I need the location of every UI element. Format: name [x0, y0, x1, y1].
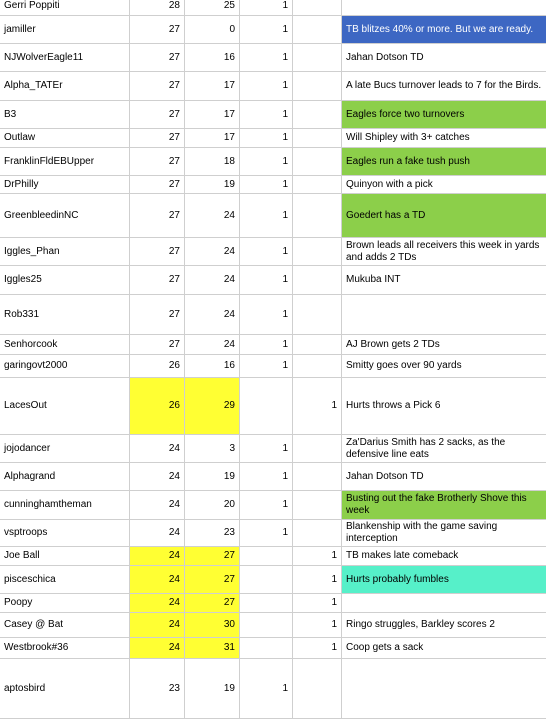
cell-flag-d[interactable] [293, 520, 342, 547]
cell-score-a[interactable]: 24 [130, 547, 185, 566]
cell-score-b[interactable]: 29 [185, 378, 240, 435]
table-row [0, 435, 546, 463]
table-row [0, 355, 546, 378]
table-row [0, 44, 546, 72]
table-row [0, 638, 546, 659]
cell-note[interactable] [342, 295, 546, 335]
cell-flag-c[interactable]: 1 [240, 335, 293, 355]
cell-note[interactable]: A late Bucs turnover leads to 7 for the Birds. [342, 72, 546, 101]
cell-flag-c[interactable]: 1 [240, 101, 293, 129]
cell-score-b[interactable]: 16 [185, 44, 240, 72]
cell-score-b[interactable]: 19 [185, 659, 240, 719]
table-row [0, 176, 546, 194]
cell-score-b[interactable]: 23 [185, 520, 240, 547]
cell-score-b[interactable]: 17 [185, 72, 240, 101]
cell-note[interactable]: Za'Darius Smith has 2 sacks, as the defensive line eats [342, 435, 546, 463]
cell-note[interactable]: Mukuba INT [342, 266, 546, 295]
cell-note[interactable] [342, 0, 546, 16]
cell-note[interactable]: Brown leads all receivers this week in yards and adds 2 TDs [342, 238, 546, 266]
cell-score-b[interactable]: 19 [185, 176, 240, 194]
cell-note[interactable]: Eagles run a fake tush push [342, 148, 546, 176]
cell-score-b[interactable]: 17 [185, 101, 240, 129]
cell-flag-c[interactable] [240, 547, 293, 566]
cell-flag-c[interactable]: 1 [240, 295, 293, 335]
table-row [0, 491, 546, 520]
cell-score-a[interactable]: 24 [130, 435, 185, 463]
cell-name[interactable]: Alphagrand [0, 463, 130, 491]
cell-flag-c[interactable]: 1 [240, 176, 293, 194]
table-row [0, 613, 546, 638]
cell-flag-d[interactable] [293, 129, 342, 148]
table-row [0, 594, 546, 613]
table-row [0, 16, 546, 44]
cell-score-b[interactable]: 24 [185, 194, 240, 238]
cell-note[interactable]: Busting out the fake Brotherly Shove this week [342, 491, 546, 520]
cell-score-a[interactable]: 24 [130, 566, 185, 594]
cell-name[interactable]: B3 [0, 101, 130, 129]
cell-score-a[interactable]: 27 [130, 129, 185, 148]
cell-flag-d[interactable]: 1 [293, 566, 342, 594]
cell-note[interactable]: AJ Brown gets 2 TDs [342, 335, 546, 355]
cell-score-b[interactable]: 0 [185, 16, 240, 44]
cell-note[interactable]: Hurts throws a Pick 6 [342, 378, 546, 435]
cell-flag-c[interactable]: 1 [240, 72, 293, 101]
cell-flag-d[interactable] [293, 101, 342, 129]
cell-name[interactable]: Joe Ball [0, 547, 130, 566]
cell-score-b[interactable]: 24 [185, 266, 240, 295]
cell-score-a[interactable]: 24 [130, 613, 185, 638]
cell-score-b[interactable]: 24 [185, 295, 240, 335]
cell-note[interactable]: Goedert has a TD [342, 194, 546, 238]
cell-flag-c[interactable]: 1 [240, 194, 293, 238]
cell-flag-d[interactable] [293, 0, 342, 16]
table-row [0, 148, 546, 176]
cell-flag-c[interactable] [240, 566, 293, 594]
cell-flag-c[interactable]: 1 [240, 491, 293, 520]
cell-flag-c[interactable]: 1 [240, 129, 293, 148]
cell-score-a[interactable]: 23 [130, 659, 185, 719]
cell-flag-d[interactable]: 1 [293, 378, 342, 435]
table-row [0, 72, 546, 101]
cell-flag-c[interactable]: 1 [240, 44, 293, 72]
table-row [0, 547, 546, 566]
cell-name[interactable]: Westbrook#36 [0, 638, 130, 659]
cell-name[interactable]: DrPhilly [0, 176, 130, 194]
cell-flag-c[interactable] [240, 613, 293, 638]
cell-flag-d[interactable] [293, 238, 342, 266]
cell-score-a[interactable]: 27 [130, 238, 185, 266]
cell-name[interactable]: jamiller [0, 16, 130, 44]
cell-flag-c[interactable]: 1 [240, 355, 293, 378]
cell-score-a[interactable]: 27 [130, 295, 185, 335]
cell-note[interactable]: TB makes late comeback [342, 547, 546, 566]
cell-score-b[interactable]: 31 [185, 638, 240, 659]
cell-score-a[interactable]: 27 [130, 16, 185, 44]
table-row [0, 566, 546, 594]
cell-note[interactable]: Jahan Dotson TD [342, 463, 546, 491]
cell-score-a[interactable]: 27 [130, 101, 185, 129]
cell-flag-c[interactable]: 1 [240, 148, 293, 176]
cell-name[interactable]: Senhorcook [0, 335, 130, 355]
cell-flag-c[interactable] [240, 378, 293, 435]
cell-flag-d[interactable] [293, 491, 342, 520]
cell-flag-c[interactable]: 1 [240, 659, 293, 719]
cell-score-b[interactable]: 16 [185, 355, 240, 378]
cell-flag-d[interactable] [293, 335, 342, 355]
cell-score-a[interactable]: 24 [130, 520, 185, 547]
cell-flag-d[interactable] [293, 266, 342, 295]
cell-note[interactable]: Will Shipley with 3+ catches [342, 129, 546, 148]
cell-name[interactable]: GreenbleedinNC [0, 194, 130, 238]
table-row [0, 378, 546, 435]
cell-note[interactable]: Hurts probably fumbles [342, 566, 546, 594]
cell-flag-c[interactable]: 1 [240, 520, 293, 547]
cell-score-a[interactable]: 28 [130, 0, 185, 16]
table-row [0, 463, 546, 491]
cell-name[interactable]: Casey @ Bat [0, 613, 130, 638]
cell-flag-d[interactable] [293, 148, 342, 176]
cell-score-b[interactable]: 27 [185, 547, 240, 566]
cell-name[interactable]: garingovt2000 [0, 355, 130, 378]
cell-note[interactable]: Quinyon with a pick [342, 176, 546, 194]
cell-name[interactable]: Rob331 [0, 295, 130, 335]
cell-note[interactable] [342, 594, 546, 613]
cell-flag-d[interactable]: 1 [293, 594, 342, 613]
cell-name[interactable]: cunninghamtheman [0, 491, 130, 520]
cell-note[interactable]: Smitty goes over 90 yards [342, 355, 546, 378]
cell-score-a[interactable]: 24 [130, 594, 185, 613]
cell-note[interactable]: Blankenship with the game saving interception [342, 520, 546, 547]
cell-flag-d[interactable] [293, 176, 342, 194]
cell-score-a[interactable]: 27 [130, 72, 185, 101]
cell-score-a[interactable]: 27 [130, 176, 185, 194]
cell-score-a[interactable]: 27 [130, 194, 185, 238]
table-row [0, 266, 546, 295]
cell-score-a[interactable]: 24 [130, 638, 185, 659]
cell-score-b[interactable]: 24 [185, 335, 240, 355]
cell-flag-c[interactable] [240, 638, 293, 659]
table-row [0, 295, 546, 335]
cell-name[interactable]: jojodancer [0, 435, 130, 463]
table-row [0, 520, 546, 547]
cell-score-a[interactable]: 26 [130, 378, 185, 435]
cell-flag-d[interactable] [293, 72, 342, 101]
cell-flag-d[interactable] [293, 295, 342, 335]
cell-score-b[interactable]: 17 [185, 129, 240, 148]
table-row [0, 659, 546, 719]
cell-note[interactable]: Jahan Dotson TD [342, 44, 546, 72]
cell-flag-d[interactable] [293, 355, 342, 378]
cell-score-a[interactable]: 24 [130, 491, 185, 520]
cell-flag-c[interactable]: 1 [240, 16, 293, 44]
table-row [0, 129, 546, 148]
cell-score-b[interactable]: 20 [185, 491, 240, 520]
cell-name[interactable]: Poopy [0, 594, 130, 613]
cell-flag-c[interactable]: 1 [240, 238, 293, 266]
cell-score-a[interactable]: 27 [130, 44, 185, 72]
cell-flag-c[interactable]: 1 [240, 435, 293, 463]
cell-name[interactable]: Gerri Poppiti [0, 0, 130, 16]
cell-score-b[interactable]: 19 [185, 463, 240, 491]
cell-flag-d[interactable] [293, 463, 342, 491]
cell-score-b[interactable]: 27 [185, 566, 240, 594]
cell-score-b[interactable]: 3 [185, 435, 240, 463]
cell-name[interactable]: Iggles25 [0, 266, 130, 295]
cell-flag-d[interactable] [293, 16, 342, 44]
cell-score-a[interactable]: 27 [130, 335, 185, 355]
cell-score-a[interactable]: 26 [130, 355, 185, 378]
cell-name[interactable]: Iggles_Phan [0, 238, 130, 266]
cell-flag-d[interactable] [293, 659, 342, 719]
cell-flag-c[interactable]: 1 [240, 266, 293, 295]
cell-note[interactable]: Eagles force two turnovers [342, 101, 546, 129]
cell-name[interactable]: NJWolverEagle11 [0, 44, 130, 72]
cell-note[interactable]: Ringo struggles, Barkley scores 2 [342, 613, 546, 638]
cell-flag-d[interactable] [293, 44, 342, 72]
table-row [0, 194, 546, 238]
cell-name[interactable]: Alpha_TATEr [0, 72, 130, 101]
cell-name[interactable]: vsptroops [0, 520, 130, 547]
cell-name[interactable]: LacesOut [0, 378, 130, 435]
table-row [0, 335, 546, 355]
cell-score-a[interactable]: 27 [130, 266, 185, 295]
cell-flag-d[interactable] [293, 435, 342, 463]
cell-flag-d[interactable] [293, 194, 342, 238]
cell-flag-d[interactable]: 1 [293, 613, 342, 638]
cell-name[interactable]: Outlaw [0, 129, 130, 148]
table-row [0, 238, 546, 266]
cell-name[interactable]: FranklinFldEBUpper [0, 148, 130, 176]
cell-score-b[interactable]: 18 [185, 148, 240, 176]
cell-flag-d[interactable]: 1 [293, 547, 342, 566]
cell-flag-c[interactable]: 1 [240, 0, 293, 16]
cell-name[interactable]: aptosbird [0, 659, 130, 719]
cell-note[interactable]: TB blitzes 40% or more. But we are ready. [342, 16, 546, 44]
table-row [0, 101, 546, 129]
table-row [0, 0, 546, 16]
cell-score-b[interactable]: 27 [185, 594, 240, 613]
cell-score-b[interactable]: 25 [185, 0, 240, 16]
cell-score-a[interactable]: 27 [130, 148, 185, 176]
cell-name[interactable]: pisceschica [0, 566, 130, 594]
cell-flag-c[interactable] [240, 594, 293, 613]
cell-score-a[interactable]: 24 [130, 463, 185, 491]
cell-note[interactable] [342, 659, 546, 719]
cell-flag-c[interactable]: 1 [240, 463, 293, 491]
cell-flag-d[interactable]: 1 [293, 638, 342, 659]
cell-score-b[interactable]: 30 [185, 613, 240, 638]
cell-score-b[interactable]: 24 [185, 238, 240, 266]
cell-note[interactable]: Coop gets a sack [342, 638, 546, 659]
